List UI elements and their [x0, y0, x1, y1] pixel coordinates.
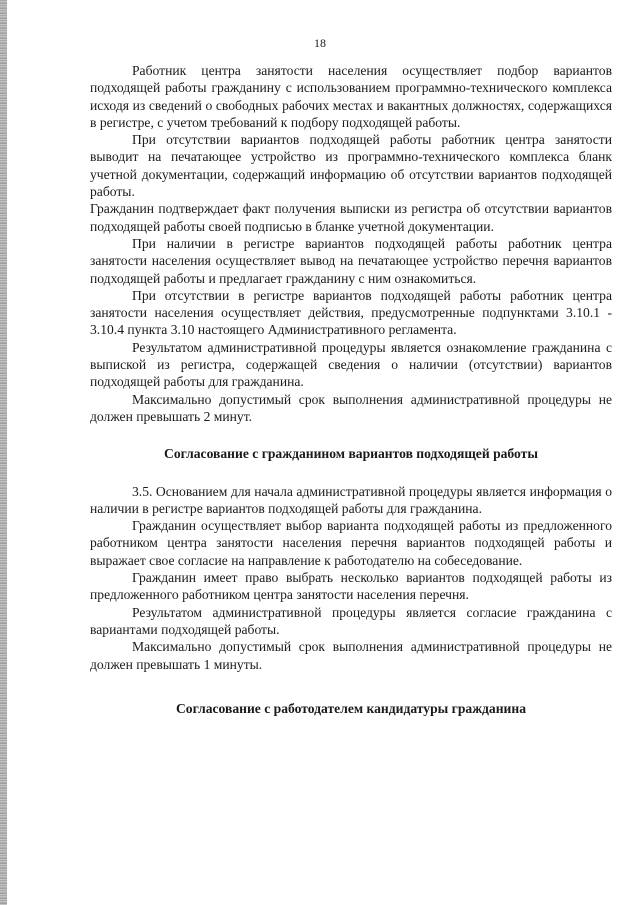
paragraph: Гражданин осуществляет выбор варианта подходящей работы из предложенного работником центра занятости населения перечня вариантов подходящей работы и выражает свое согласие на направление к работодателю на собеседование.	[90, 518, 612, 568]
paragraph: Работник центра занятости населения осуществляет подбор вариантов подходящей работы гражданину с использованием программно-технического комплекса исходя из сведений о свободных рабочих местах и вакантных должностях, содержащихся в регистре, с учетом требований к подбору подходящей работы.	[90, 63, 612, 130]
paragraph: Результатом административной процедуры является согласие гражданина с вариантами подходящей работы.	[90, 604, 612, 637]
paragraph: Гражданин имеет право выбрать несколько вариантов подходящей работы из предложенного работником центра занятости населения перечня.	[90, 570, 612, 603]
document-body	[90, 62, 612, 717]
page-number: 18	[314, 36, 326, 50]
section-heading: Согласование с гражданином вариантов подходящей работы	[164, 446, 538, 462]
paragraph: 3.5. Основанием для начала административной процедуры является информация о наличии в регистре вариантов подходящей работы для гражданина.	[90, 483, 612, 516]
section-heading: Согласование с работодателем кандидатуры гражданина	[175, 700, 527, 716]
paragraph: Максимально допустимый срок выполнения административной процедуры не должен превышать 1 минуты.	[90, 639, 612, 672]
paragraph: При отсутствии вариантов подходящей работы работник центра занятости выводит на печатающее устройство из программно-технического комплекса бланк учетной документации, содержащий информацию об отсутствии вариантов подходящей работы.	[90, 132, 612, 200]
paragraph: При отсутствии в регистре вариантов подходящей работы работник центра занятости населения осуществляет действия, предусмотренные подпунктами 3.10.1 - 3.10.4 пункта 3.10 настоящего Административного регламента.	[90, 287, 612, 338]
paragraph: При наличии в регистре вариантов подходящей работы работник центра занятости населения осуществляет вывод на печатающее устройство перечня вариантов подходящей работы и предлагает гражданину с ним ознакомиться.	[90, 235, 612, 286]
paragraph: Гражданин подтверждает факт получения выписки из регистра об отсутствии вариантов подходящей работы своей подписью в бланке учетной документации.	[90, 201, 612, 234]
paragraph: Максимально допустимый срок выполнения административной процедуры не должен превышать 2 минут.	[90, 391, 612, 424]
paragraph: Результатом административной процедуры является ознакомление гражданина с выпиской из регистра, содержащей сведения о наличии (отсутствии) вариантов подходящей работы для гражданина.	[90, 339, 612, 390]
